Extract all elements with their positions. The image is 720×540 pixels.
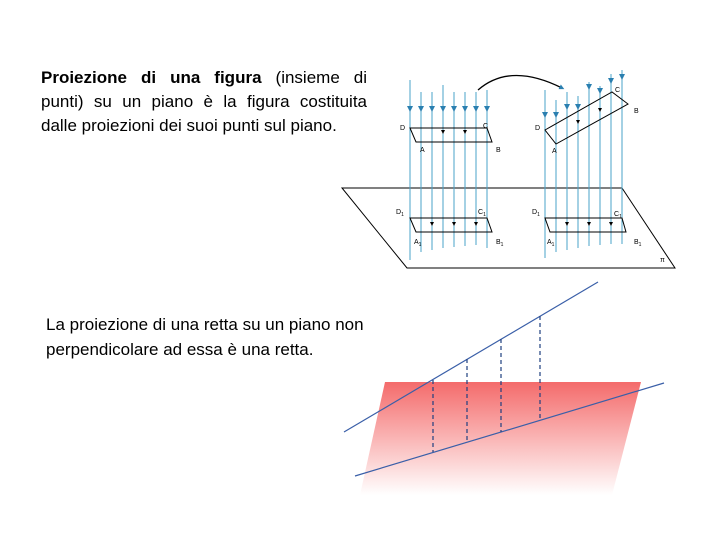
label-right-A1-subscript: 1 [551,242,555,248]
right-figure-projection [545,218,626,232]
label-right-D1: $D_1$ [532,209,540,218]
label-left-A1: $A_1$ [414,239,422,248]
label-left-B1-subscript: 1 [500,242,504,248]
label-left-D1-subscript: 1 [401,212,404,218]
label-right-A: A [552,148,557,155]
definition-line-projection: La proiezione di una retta su un piano non perpendicolare ad essa è una retta. [46,315,364,359]
left-figure-abcd [410,128,492,142]
label-right-A1: $A_1$ [547,239,555,248]
label-left-C1-subscript: 1 [483,212,486,218]
left-ray-arrows [407,106,490,112]
definition-term: Proiezione di una figura [41,68,262,87]
left-figure-projection [410,218,492,232]
label-right-C1-subscript: 1 [619,214,622,220]
label-left-B1: $B_1$ [496,239,504,248]
figure-projection-diagram [342,70,675,268]
label-right-D: D [535,125,541,132]
right-projection-rays [545,70,622,258]
label-right-D1-subscript: 1 [537,212,540,218]
label-right-B: B [634,108,639,115]
label-left-D: D [400,125,406,132]
label-right-B1-subscript: 1 [638,242,642,248]
right-figure-abcd [545,92,628,144]
label-right-B1: $B_1$ [634,239,642,248]
right-labels [532,87,642,248]
label-left-C: C [483,123,489,130]
label-left-C1: $C_1$ [478,209,486,218]
label-left-D1: $D_1$ [396,209,404,218]
line-projection-diagram [344,282,664,495]
plane-label: π [660,257,665,264]
right-ray-arrows [542,74,625,118]
label-right-C: C [615,87,621,94]
label-left-A: A [420,147,425,154]
definition-text: (insieme di punti) su un piano è la figura costituita dalle proiezioni dei suoi punti sul piano. [41,68,368,135]
curved-arrow [478,75,562,90]
label-right-C1: $C_1$ [614,211,622,220]
label-left-A1-subscript: 1 [418,242,422,248]
label-left-B: B [496,147,501,154]
